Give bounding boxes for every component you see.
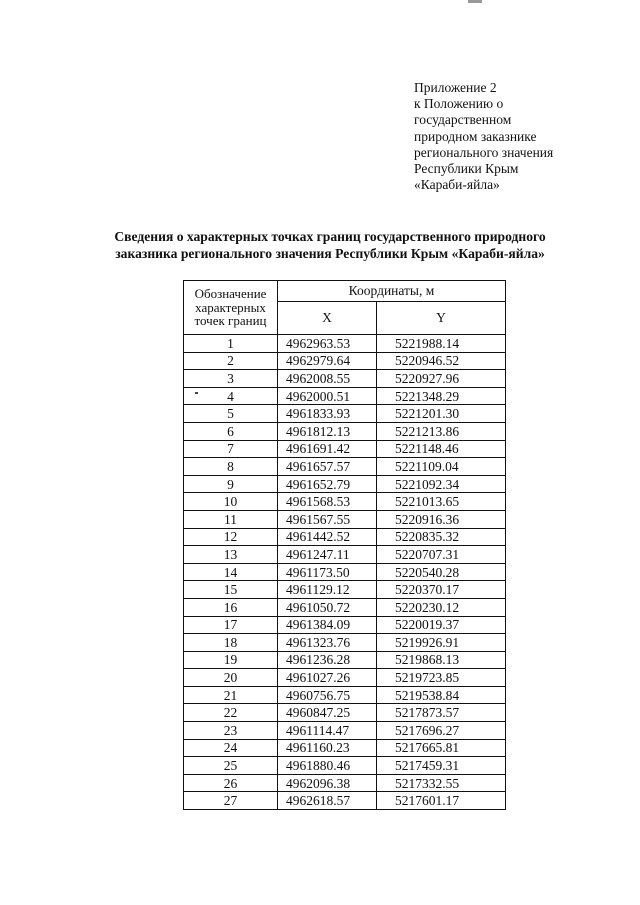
cell-y: 5221092.34 (377, 475, 506, 493)
cell-y: 5217459.31 (377, 757, 506, 775)
table-row (184, 493, 506, 511)
table-row (184, 528, 506, 546)
table-body (184, 335, 506, 810)
cell-y: 5221213.86 (377, 422, 506, 440)
cell-y: 5217665.81 (377, 739, 506, 757)
cell-x: 4961691.42 (278, 440, 377, 458)
cell-x: 4961657.57 (278, 458, 377, 476)
cell-y: 5220835.32 (377, 528, 506, 546)
cell-y: 5220230.12 (377, 598, 506, 616)
table-row (184, 563, 506, 581)
scan-speck (195, 392, 198, 394)
cell-y: 5219868.13 (377, 651, 506, 669)
cell-y: 5217873.57 (377, 704, 506, 722)
table-row (184, 546, 506, 564)
cell-x: 4961384.09 (278, 616, 377, 634)
cell-x: 4962979.64 (278, 352, 377, 370)
table-row (184, 510, 506, 528)
cell-point-number: 11 (184, 510, 278, 528)
cell-x: 4961050.72 (278, 598, 377, 616)
cell-y: 5220540.28 (377, 563, 506, 581)
table-row (184, 651, 506, 669)
cell-point-number: 22 (184, 704, 278, 722)
table-row (184, 792, 506, 810)
cell-x: 4961880.46 (278, 757, 377, 775)
table-row (184, 352, 506, 370)
cell-y: 5220946.52 (377, 352, 506, 370)
cell-y: 5219538.84 (377, 686, 506, 704)
cell-y: 5219926.91 (377, 634, 506, 652)
cell-point-number: 7 (184, 440, 278, 458)
annex-line: «Караби-яйла» (414, 177, 500, 193)
table-row (184, 722, 506, 740)
cell-y: 5221148.46 (377, 440, 506, 458)
annex-line: к Положению о (414, 96, 504, 112)
cell-point-number: 4 (184, 387, 278, 405)
cell-y: 5220927.96 (377, 370, 506, 388)
table-row (184, 686, 506, 704)
cell-point-number: 5 (184, 405, 278, 423)
cell-point-number: 8 (184, 458, 278, 476)
cell-y: 5221109.04 (377, 458, 506, 476)
cell-x: 4961247.11 (278, 546, 377, 564)
cell-point-number: 24 (184, 739, 278, 757)
cell-point-number: 26 (184, 774, 278, 792)
cell-point-number: 12 (184, 528, 278, 546)
table-row (184, 598, 506, 616)
cell-y: 5221013.65 (377, 493, 506, 511)
table-row (184, 739, 506, 757)
cell-x: 4961114.47 (278, 722, 377, 740)
table-row (184, 704, 506, 722)
document-heading (60, 228, 600, 262)
cell-point-number: 21 (184, 686, 278, 704)
table-row (184, 757, 506, 775)
table-row (184, 370, 506, 388)
cell-point-number: 1 (184, 335, 278, 353)
cell-x: 4960756.75 (278, 686, 377, 704)
cell-x: 4960847.25 (278, 704, 377, 722)
header-coordinates: Координаты, м (278, 281, 506, 302)
cell-x: 4961236.28 (278, 651, 377, 669)
cell-y: 5221201.30 (377, 405, 506, 423)
cell-point-number: 9 (184, 475, 278, 493)
cell-point-number: 16 (184, 598, 278, 616)
cell-x: 4961812.13 (278, 422, 377, 440)
table-row (184, 335, 506, 353)
cell-point-number: 19 (184, 651, 278, 669)
cell-point-number: 6 (184, 422, 278, 440)
table-row (184, 387, 506, 405)
table-row (184, 669, 506, 687)
heading-line-2: заказника регионального значения Республики Крым «Караби-яйла» (115, 246, 545, 261)
cell-point-number: 18 (184, 634, 278, 652)
cell-point-number: 23 (184, 722, 278, 740)
cell-y: 5220916.36 (377, 510, 506, 528)
cell-point-number: 15 (184, 581, 278, 599)
cell-x: 4961129.12 (278, 581, 377, 599)
table-row (184, 458, 506, 476)
annex-line: государственном (414, 112, 512, 128)
cell-point-number: 17 (184, 616, 278, 634)
cell-point-number: 3 (184, 370, 278, 388)
table-row (184, 475, 506, 493)
cell-point-number: 25 (184, 757, 278, 775)
cell-y: 5220370.17 (377, 581, 506, 599)
coordinates-table (183, 280, 506, 810)
table-row (184, 422, 506, 440)
cell-x: 4962096.38 (278, 774, 377, 792)
cell-y: 5217601.17 (377, 792, 506, 810)
cell-y: 5220707.31 (377, 546, 506, 564)
cell-point-number: 27 (184, 792, 278, 810)
cell-x: 4961568.53 (278, 493, 377, 511)
table-row (184, 774, 506, 792)
cell-point-number: 14 (184, 563, 278, 581)
header-point-designation: Обозначение характерных точек границ (184, 281, 278, 335)
cell-y: 5220019.37 (377, 616, 506, 634)
cell-y: 5217696.27 (377, 722, 506, 740)
cell-x: 4962000.51 (278, 387, 377, 405)
cell-x: 4961027.26 (278, 669, 377, 687)
table-row (184, 634, 506, 652)
table-row (184, 405, 506, 423)
cell-x: 4961652.79 (278, 475, 377, 493)
table-row (184, 440, 506, 458)
annex-block (414, 80, 614, 193)
cell-point-number: 13 (184, 546, 278, 564)
header-y: Y (377, 302, 506, 335)
annex-line: Республики Крым (414, 161, 519, 177)
cell-x: 4961173.50 (278, 563, 377, 581)
heading-line-1: Сведения о характерных точках границ государственного природного (114, 229, 546, 244)
cell-y: 5221988.14 (377, 335, 506, 353)
cell-y: 5217332.55 (377, 774, 506, 792)
cell-point-number: 10 (184, 493, 278, 511)
annex-line: Приложение 2 (414, 80, 497, 95)
cell-x: 4962008.55 (278, 370, 377, 388)
cell-x: 4961160.23 (278, 739, 377, 757)
cell-x: 4961442.52 (278, 528, 377, 546)
cell-point-number: 20 (184, 669, 278, 687)
cell-point-number: 2 (184, 352, 278, 370)
cell-x: 4961567.55 (278, 510, 377, 528)
table-row (184, 616, 506, 634)
annex-line: регионального значения (414, 144, 554, 160)
cell-x: 4962963.53 (278, 335, 377, 353)
annex-line: природном заказнике (414, 128, 537, 144)
header-x: X (278, 302, 377, 335)
cell-y: 5219723.85 (377, 669, 506, 687)
cell-x: 4962618.57 (278, 792, 377, 810)
cell-y: 5221348.29 (377, 387, 506, 405)
cell-x: 4961833.93 (278, 405, 377, 423)
table-row (184, 581, 506, 599)
cell-x: 4961323.76 (278, 634, 377, 652)
scan-mark (468, 0, 482, 3)
